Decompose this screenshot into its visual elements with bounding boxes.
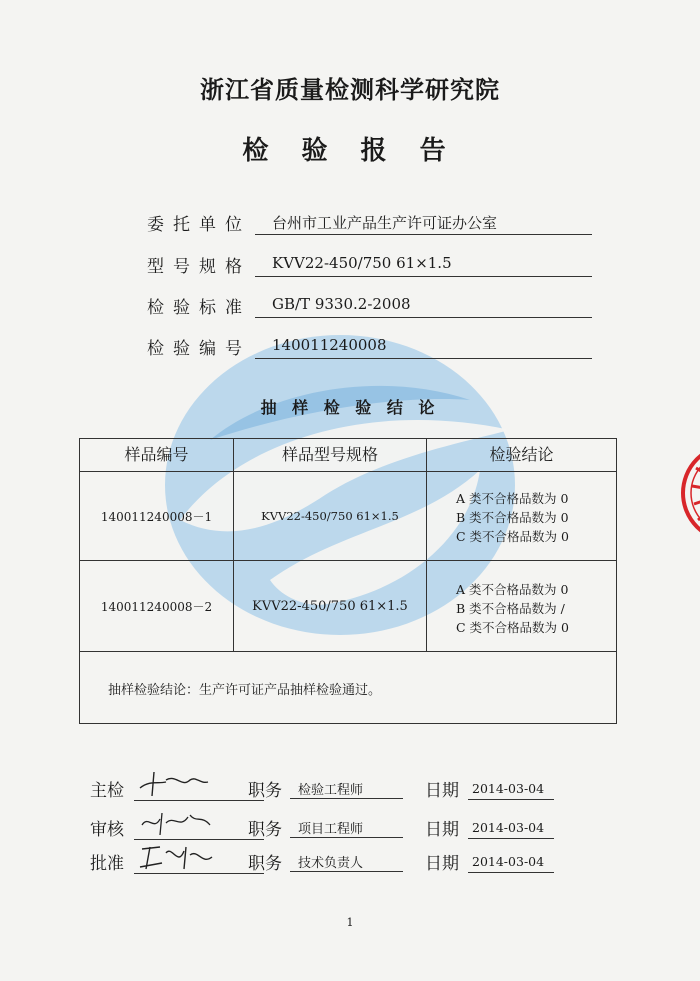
handwritten-signature — [136, 839, 216, 875]
report-title: 检 验 报 告 — [242, 136, 458, 166]
info-row-standard — [147, 293, 592, 319]
section-title: 抽 样 检 验 结 论 — [260, 398, 440, 417]
page-number: 1 — [346, 916, 354, 929]
signature-label: 批准 — [90, 854, 124, 874]
table-divider — [80, 651, 616, 652]
signature-label: 审核 — [90, 820, 124, 840]
role-label: 职务 — [248, 854, 282, 874]
date-value: 2014-03-04 — [468, 820, 554, 839]
table-cell-result — [456, 580, 569, 637]
table-cell-sample-no: 140011240008－2 — [100, 599, 213, 614]
result-line: C 类不合格品数为 0 — [456, 529, 569, 544]
info-label: 型号规格 — [147, 257, 251, 277]
signature-line — [134, 800, 264, 801]
role-label: 职务 — [248, 781, 282, 801]
date-value: 2014-03-04 — [468, 854, 554, 873]
info-value: 140011240008 — [255, 336, 592, 359]
role-value: 项目工程师 — [290, 818, 403, 838]
info-value: KVV22-450/750 61×1.5 — [255, 254, 592, 277]
handwritten-signature — [136, 805, 216, 841]
red-seal-stamp — [676, 438, 700, 548]
signature-label: 主检 — [90, 781, 124, 801]
info-label: 委托单位 — [147, 215, 251, 235]
info-row-model — [147, 252, 592, 278]
info-label: 检验标准 — [147, 298, 251, 318]
date-value: 2014-03-04 — [468, 781, 554, 800]
table-header-sample-no: 样品编号 — [124, 445, 189, 464]
date-label: 日期 — [425, 854, 459, 874]
role-label: 职务 — [248, 820, 282, 840]
table-cell-sample-no: 140011240008－1 — [100, 509, 213, 524]
date-label: 日期 — [425, 781, 459, 801]
signature-row-inspector — [90, 776, 560, 804]
handwritten-signature — [136, 766, 216, 802]
info-label: 检验编号 — [147, 339, 251, 359]
signature-row-approver — [90, 849, 560, 877]
result-line: B 类不合格品数为 0 — [456, 510, 569, 525]
signature-line — [134, 873, 264, 874]
table-cell-model: KVV22-450/750 61×1.5 — [252, 598, 408, 614]
result-line: A 类不合格品数为 0 — [456, 582, 569, 597]
table-cell-result — [456, 489, 569, 546]
info-row-client — [147, 210, 592, 236]
info-row-number — [147, 334, 592, 360]
info-value: 台州市工业产品生产许可证办公室 — [255, 212, 592, 235]
date-label: 日期 — [425, 820, 459, 840]
table-header-model: 样品型号规格 — [281, 445, 378, 464]
table-cell-model: KVV22-450/750 61×1.5 — [261, 509, 399, 523]
result-line: A 类不合格品数为 0 — [456, 491, 569, 506]
sampling-conclusion: 抽样检验结论：生产许可证产品抽样检验通过。 — [108, 683, 382, 698]
role-value: 技术负责人 — [290, 852, 403, 872]
org-title: 浙江省质量检测科学研究院 — [200, 75, 500, 104]
results-table — [79, 438, 617, 724]
role-value: 检验工程师 — [290, 779, 403, 799]
table-header-result: 检验结论 — [489, 445, 554, 464]
result-line: C 类不合格品数为 0 — [456, 620, 569, 635]
result-line: B 类不合格品数为 / — [456, 601, 565, 616]
info-value: GB/T 9330.2-2008 — [255, 295, 592, 318]
